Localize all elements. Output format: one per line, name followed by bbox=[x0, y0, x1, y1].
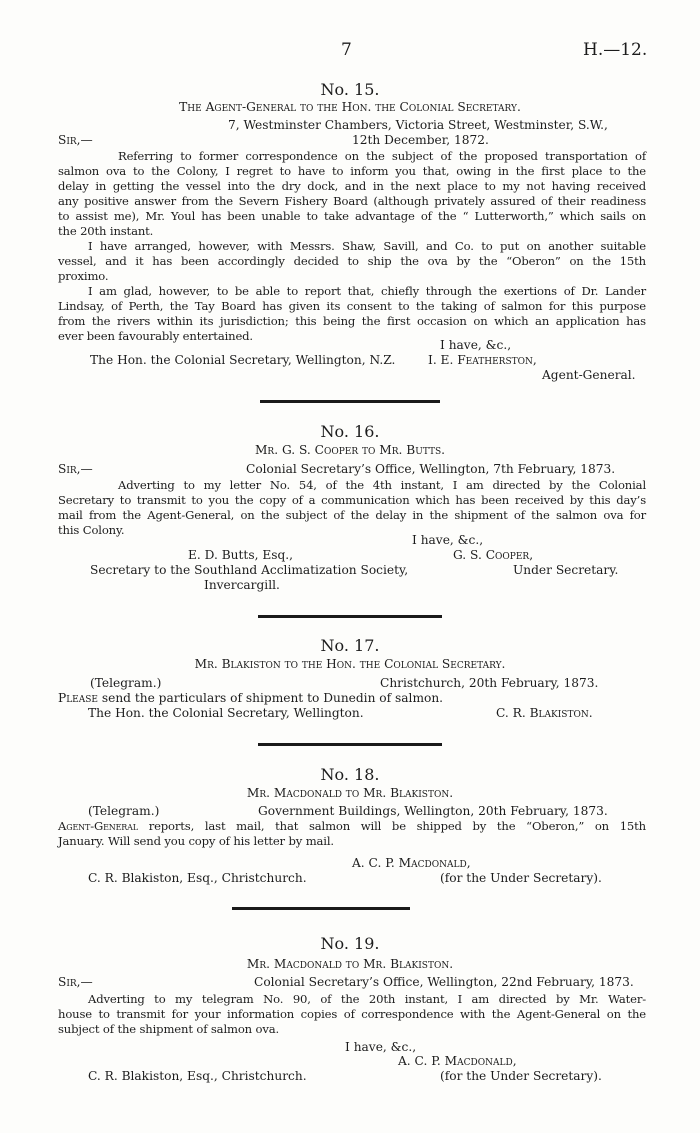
addressee: The Hon. the Colonial Secretary, Wellington, N.Z. bbox=[90, 353, 396, 367]
letter-heading: Mr. Macdonald to Mr. Blakiston. bbox=[246, 957, 454, 971]
addressee: The Hon. the Colonial Secretary, Wellington. bbox=[88, 706, 364, 720]
closing: I have, &c., bbox=[412, 533, 484, 547]
signatory-title: Agent-General. bbox=[542, 368, 636, 382]
body-line: mail from the Agent-General, on the subject of the delay in the shipment of the salmon ova for bbox=[58, 508, 646, 522]
section-divider bbox=[258, 615, 442, 618]
body-line: ever been favourably entertained. bbox=[58, 329, 253, 343]
addressee-name: E. D. Butts, Esq., bbox=[188, 548, 294, 562]
salutation: Sir,— bbox=[58, 133, 93, 147]
letter-heading: Mr. Macdonald to Mr. Blakiston. bbox=[246, 786, 454, 800]
section-divider bbox=[260, 400, 440, 403]
telegram-text: reports, last mail, that salmon will be shipped by the “Oberon,” on 15th bbox=[148, 819, 646, 833]
body-line: house to transmit for your information copies of correspondence with the Agent-General on the bbox=[58, 1007, 646, 1021]
body-line: delay in getting the vessel into the dry dock, and in the next place to my not having received bbox=[58, 179, 646, 193]
salutation: Sir,— bbox=[58, 462, 93, 476]
addressee: C. R. Blakiston, Esq., Christchurch. bbox=[88, 1069, 307, 1083]
signatory: I. E. Featherston, bbox=[428, 353, 537, 367]
body-line bbox=[58, 691, 443, 705]
closing: I have, &c., bbox=[345, 1040, 417, 1054]
signatory-title: (for the Under Secretary). bbox=[440, 1069, 602, 1083]
telegram-text: send the particulars of shipment to Dunedin of salmon. bbox=[101, 691, 444, 705]
lead-word: Please bbox=[58, 691, 98, 705]
body-line: January. Will send you copy of his letter by mail. bbox=[58, 834, 334, 848]
signatory-title: Under Secretary. bbox=[513, 563, 619, 577]
body-line: from the rivers within its jurisdiction; this being the first occasion on which an application has bbox=[58, 314, 646, 328]
body-line: Referring to former correspondence on the subject of the proposed transportation of bbox=[118, 149, 646, 163]
dateline: Government Buildings, Wellington, 20th February, 1873. bbox=[258, 804, 608, 818]
letter-heading: Mr. Blakiston to the Hon. the Colonial Secretary. bbox=[194, 657, 506, 671]
dateline: Colonial Secretary’s Office, Wellington, 7th February, 1873. bbox=[246, 462, 616, 476]
letter-number: No. 15. bbox=[320, 80, 380, 99]
signatory: G. S. Cooper, bbox=[453, 548, 534, 562]
letter-number: No. 18. bbox=[320, 765, 380, 784]
telegram-label: (Telegram.) bbox=[88, 804, 160, 818]
body-line: Lindsay, of Perth, the Tay Board has given its consent to the taking of salmon for this purpose bbox=[58, 299, 646, 313]
closing: I have, &c., bbox=[440, 338, 512, 352]
body-line: vessel, and it has been accordingly decided to ship the ova by the “Oberon” on the 15th bbox=[58, 254, 646, 268]
page-number: 7 bbox=[341, 40, 352, 60]
lead-word: Agent-General bbox=[58, 819, 138, 833]
addressee-line: Secretary to the Southland Acclimatization Society, bbox=[90, 563, 409, 577]
body-line: proximo. bbox=[58, 269, 109, 283]
salutation: Sir,— bbox=[58, 975, 93, 989]
section-divider bbox=[232, 907, 410, 910]
body-line: subject of the shipment of salmon ova. bbox=[58, 1022, 280, 1036]
body-line bbox=[58, 819, 646, 834]
body-line: this Colony. bbox=[58, 523, 125, 537]
body-line: the 20th instant. bbox=[58, 224, 154, 238]
signatory: A. C. P. Macdonald, bbox=[352, 856, 471, 870]
addressee: C. R. Blakiston, Esq., Christchurch. bbox=[88, 871, 307, 885]
letter-number: No. 19. bbox=[320, 934, 380, 953]
signatory: A. C. P. Macdonald, bbox=[398, 1054, 517, 1068]
body-line: I am glad, however, to be able to report that, chiefly through the exertions of Dr. Lander bbox=[88, 284, 646, 298]
body-line: to assist me), Mr. Youl has been unable to take advantage of the “ Lutterworth,” which sails on bbox=[58, 209, 646, 223]
body-line: salmon ova to the Colony, I regret to have to inform you that, owing in the first place to the bbox=[58, 164, 646, 178]
address-line: 7, Westminster Chambers, Victoria Street, Westminster, S.W., bbox=[228, 118, 608, 132]
letter-heading: Mr. G. S. Cooper to Mr. Butts. bbox=[254, 443, 446, 457]
addressee-place: Invercargill. bbox=[204, 578, 280, 592]
letter-heading: The Agent-General to the Hon. the Colonial Secretary. bbox=[179, 100, 521, 114]
document-reference: H.—12. bbox=[583, 40, 648, 60]
telegram-label: (Telegram.) bbox=[90, 676, 162, 690]
signatory-title: (for the Under Secretary). bbox=[440, 871, 602, 885]
letter-number: No. 17. bbox=[320, 636, 380, 655]
body-line: Adverting to my letter No. 54, of the 4th instant, I am directed by the Colonial bbox=[118, 478, 646, 492]
signatory: C. R. Blakiston. bbox=[496, 706, 593, 720]
section-divider bbox=[258, 743, 442, 746]
letter-date: 12th December, 1872. bbox=[352, 133, 489, 147]
body-line: I have arranged, however, with Messrs. Shaw, Savill, and Co. to put on another suitable bbox=[88, 239, 646, 253]
body-line: any positive answer from the Severn Fishery Board (although privately assured of their readiness bbox=[58, 194, 646, 208]
letter-number: No. 16. bbox=[320, 422, 380, 441]
body-line: Adverting to my telegram No. 90, of the 20th instant, I am directed by Mr. Water- bbox=[88, 992, 646, 1006]
dateline: Christchurch, 20th February, 1873. bbox=[380, 676, 599, 690]
body-line: Secretary to transmit to you the copy of a communication which has been received by this day’s bbox=[58, 493, 646, 507]
dateline: Colonial Secretary’s Office, Wellington, 22nd February, 1873. bbox=[254, 975, 634, 989]
